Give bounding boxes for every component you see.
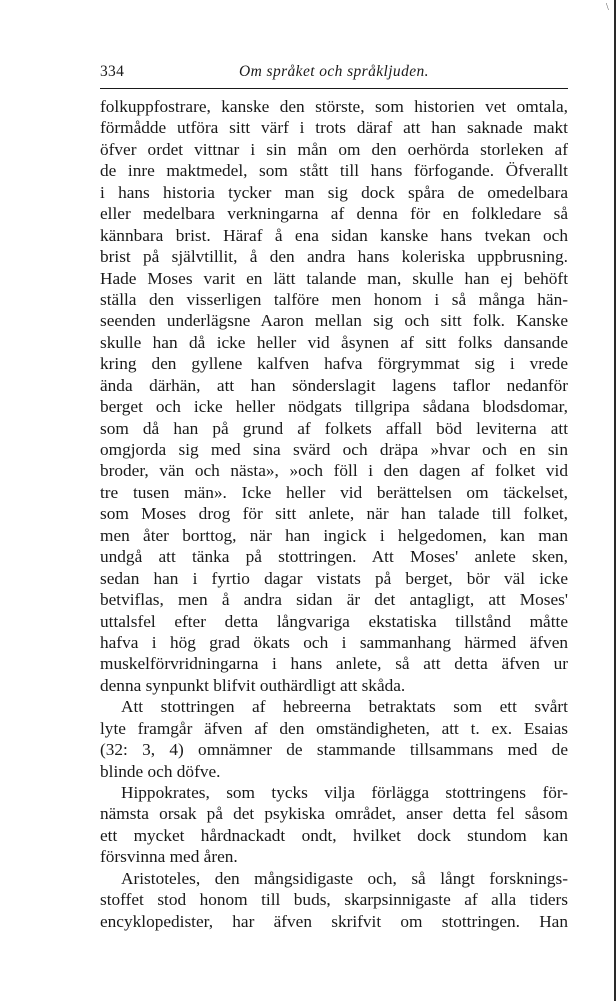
text-line: folkuppfostrare, kanske den störste, som historien vet omtala, [100, 97, 568, 116]
text-line: Att stottringen af hebreerna betraktats som ett svårt [121, 697, 568, 717]
text-line: ända därhän, att han sönderslagit lagens taflor nedanför [100, 375, 568, 395]
text-line: undgå att tänka på stottringen. Att Moses' anlete sken, [100, 547, 568, 567]
text-line: förmådde utföra sitt värf i trots däraf att han saknade makt [100, 118, 568, 138]
text-line: Hade Moses varit en lätt talande man, skulle han ej behöft [100, 268, 568, 288]
text-line: men åter borttog, när han ingick i helgedomen, kan man [100, 525, 568, 545]
text-line: öfver ordet vittnar i sin mån om den oerhörda storleken af [100, 139, 568, 159]
text-line: de inre maktmedel, som stått till hans förfogande. Öfverallt [100, 161, 568, 181]
text-line: tre tusen män». Icke heller vid berättelsen om täckelset, [100, 482, 568, 502]
text-line: nämsta orsak på det psykiska området, anser detta fel såsom [100, 804, 568, 824]
text-line: kring den gyllene kalfven hafva förgrymmat sig i vrede [100, 354, 568, 374]
text-line: denna synpunkt blifvit outhärdligt att skåda. [100, 675, 406, 695]
text-line: betviflas, men å andra sidan är det antagligt, att Moses' [100, 590, 568, 610]
text-line: hafva i hög grad ökats och i sammanhang härmed äfven [100, 632, 568, 652]
text-line: encyklopedister, har äfven skrifvit om stottringen. Han [100, 911, 568, 931]
text-line: berget och icke heller nödgats tillgripa sådana blodsdomar, [100, 397, 568, 417]
text-line: Aristoteles, den mångsidigaste och, så långt forsknings- [121, 868, 568, 888]
text-line: som Moses drog för sitt anlete, när han talade till folket, [100, 504, 568, 524]
header-rule [100, 88, 568, 89]
text-line: stoffet stod honom till buds, skarpsinnigaste af alla tiders [100, 890, 568, 910]
text-line: broder, vän och nästa», »och föll i den dagen af folket vid [100, 461, 568, 481]
text-line: lyte framgår äfven af den omständigheten, att t. ex. Esaias [100, 718, 568, 738]
text-line: ställa den visserligen talföre men honom i så många hän- [100, 289, 568, 309]
text-line: (32: 3, 4) omnämner de stammande tillsammans med de [100, 740, 568, 760]
text-line: kännbara brist. Häraf å ena sidan kanske hans tvekan och [100, 225, 568, 245]
running-title: Om språket och språkljuden. [239, 63, 429, 80]
text-line: eller medelbara verkningarna af denna för en folkledare så [100, 204, 568, 224]
text-line: ett mycket hårdnackadt ondt, hvilket dock stundom kan [100, 825, 568, 845]
text-line: Hippokrates, som tycks vilja förlägga stottringens för- [121, 783, 568, 802]
text-line: omgjorda sig med sina svärd och dräpa »hvar och en sin [100, 440, 568, 459]
text-line: brist på självtillit, å den andra hans koleriska uppbrusning. [100, 247, 568, 267]
text-line: blinde och döfve. [100, 761, 221, 781]
text-line: muskelförvridningarna i hans anlete, så att detta äfven ur [100, 654, 568, 674]
text-line: seenden underlägsne Aaron mellan sig och sitt folk. Kanske [100, 311, 568, 331]
text-line: sedan han i fyrtio dagar vistats på berget, bör väl icke [100, 568, 568, 588]
text-line: uttalsfel efter detta långvariga ekstatiska tillstånd måtte [100, 611, 568, 631]
scan-corner-mark: \ [606, 2, 609, 13]
text-line: skulle han då icke heller vid åsynen af sitt folks dansande [100, 332, 568, 352]
page-header [100, 63, 568, 85]
body-text [100, 96, 568, 932]
text-line: som då han på grund af folkets affall böd leviterna att [100, 418, 568, 438]
page-number: 334 [100, 63, 125, 80]
text-line: i hans historia tycker man sig dock spåra de omedelbara [100, 182, 568, 202]
text-line: försvinna med åren. [100, 847, 238, 867]
